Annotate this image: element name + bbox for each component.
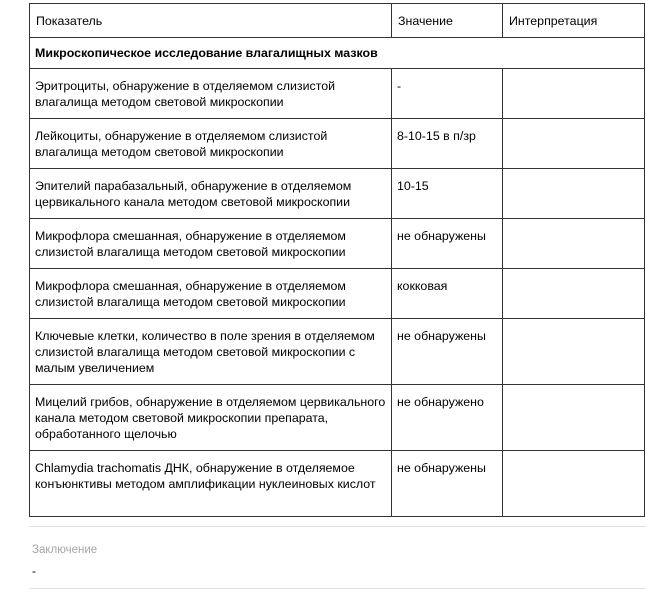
column-header-value: Значение (392, 4, 503, 38)
results-table (29, 3, 645, 517)
value-cell: кокковая (392, 269, 503, 319)
indicator-cell: Эпителий парабазальный, обнаружение в отделяемом цервикального канала методом световой микроскопии (30, 169, 392, 219)
interpretation-cell (503, 451, 645, 517)
divider (29, 588, 646, 589)
conclusion-section (29, 526, 646, 578)
table-row (30, 269, 645, 319)
value-cell: не обнаружены (392, 219, 503, 269)
indicator-cell: Микрофлора смешанная, обнаружение в отделяемом слизистой влагалища методом световой микроскопии (30, 219, 392, 269)
table-row (30, 119, 645, 169)
value-cell: не обнаружено (392, 385, 503, 451)
table-row (30, 69, 645, 119)
indicator-cell: Микрофлора смешанная, обнаружение в отделяемом слизистой влагалища методом световой микроскопии (30, 269, 392, 319)
interpretation-cell (503, 385, 645, 451)
value-cell: не обнаружены (392, 319, 503, 385)
indicator-cell: Эритроциты, обнаружение в отделяемом слизистой влагалища методом световой микроскопии (30, 69, 392, 119)
interpretation-cell (503, 219, 645, 269)
interpretation-cell (503, 119, 645, 169)
interpretation-cell (503, 169, 645, 219)
value-cell: не обнаружены (392, 451, 503, 517)
table-row (30, 319, 645, 385)
indicator-cell: Мицелий грибов, обнаружение в отделяемом цервикального канала методом световой микроскопии препарата, обработанного щелочью (30, 385, 392, 451)
column-header-interpretation: Интерпретация (503, 4, 645, 38)
interpretation-cell (503, 319, 645, 385)
indicator-cell: Лейкоциты, обнаружение в отделяемом слизистой влагалища методом световой микроскопии (30, 119, 392, 169)
indicator-cell: Ключевые клетки, количество в поле зрения в отделяемом слизистой влагалища методом световой микроскопии с малым увеличением (30, 319, 392, 385)
value-cell: 10-15 (392, 169, 503, 219)
interpretation-cell (503, 69, 645, 119)
table-row (30, 451, 645, 517)
table-row (30, 219, 645, 269)
table-row (30, 169, 645, 219)
value-cell: 8-10-15 в п/зр (392, 119, 503, 169)
interpretation-cell (503, 269, 645, 319)
indicator-cell: Chlamydia trachomatis ДНК, обнаружение в отделяемое конъюнктивы методом амплификации нуклеиновых кислот (30, 451, 392, 517)
table-header-row (30, 4, 645, 38)
table-row (30, 385, 645, 451)
section-row (30, 38, 645, 69)
value-cell: - (392, 69, 503, 119)
section-title: Микроскопическое исследование влагалищных мазков (30, 38, 645, 69)
conclusion-label: Заключение (32, 544, 98, 556)
conclusion-value: - (32, 564, 36, 578)
column-header-indicator: Показатель (30, 4, 392, 38)
